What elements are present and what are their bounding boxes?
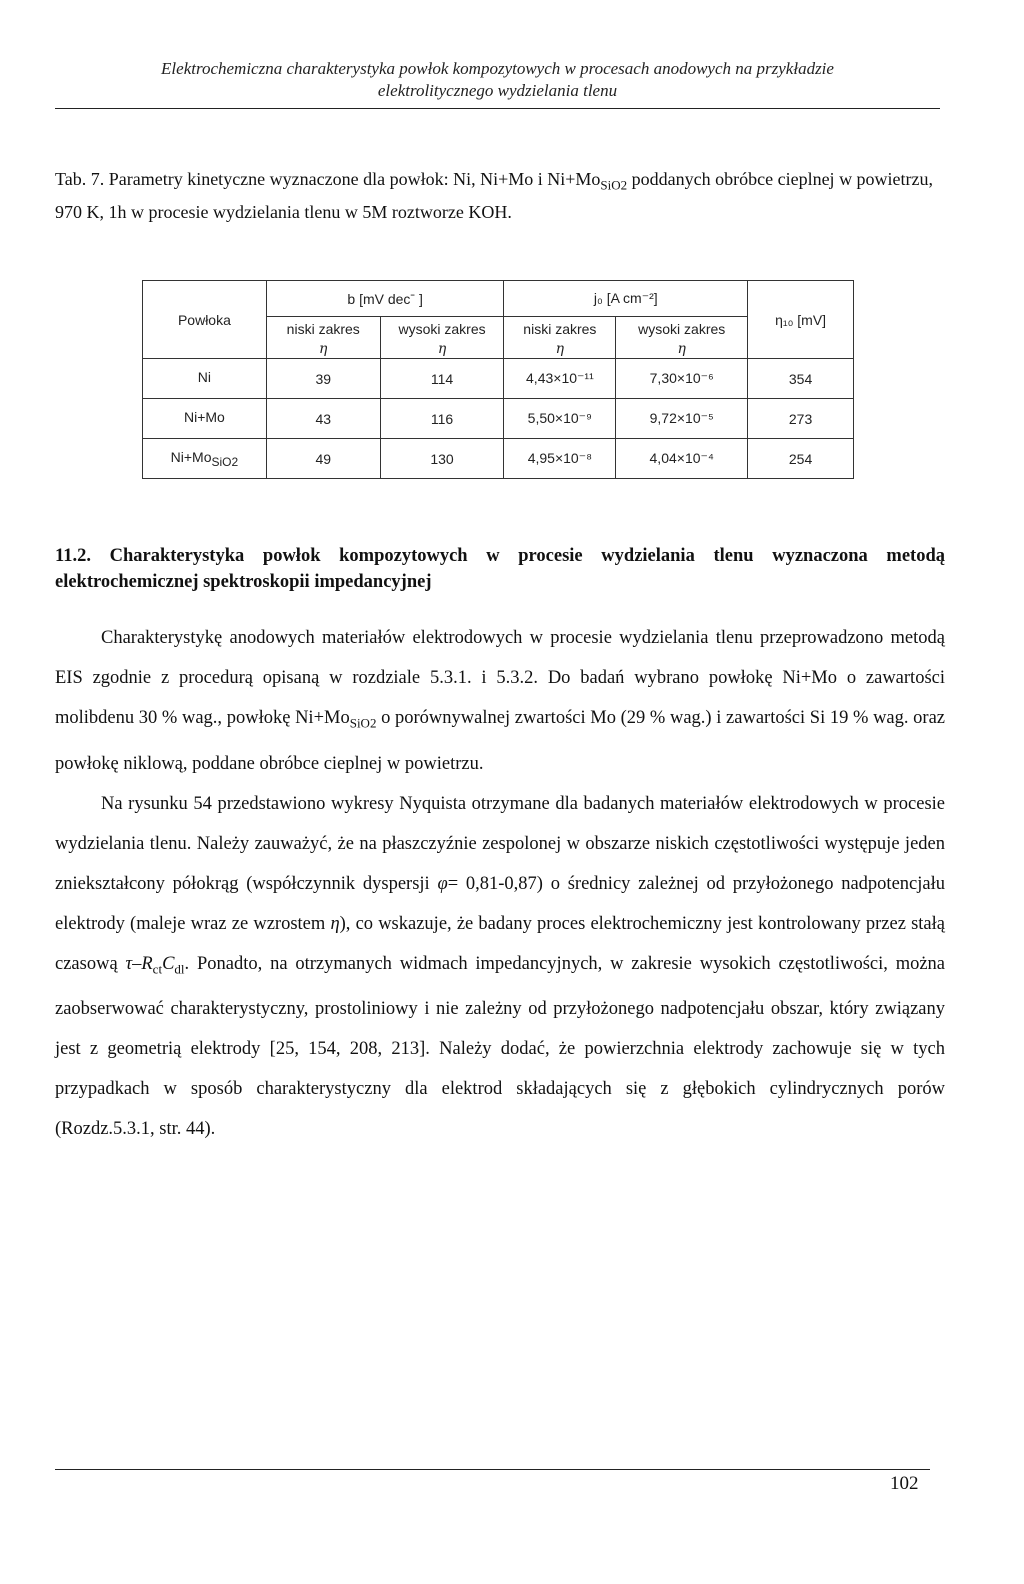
table-caption bbox=[55, 166, 945, 225]
header-j-niski: niski zakres bbox=[504, 317, 616, 341]
cell-j-low: 4,95×10⁻⁸ bbox=[504, 439, 616, 479]
header-b-niski: niski zakres bbox=[266, 317, 380, 341]
table-row bbox=[143, 399, 854, 439]
cell-eta: 254 bbox=[748, 439, 854, 479]
cell-j-high: 7,30×10⁻⁶ bbox=[616, 359, 748, 399]
cell-b-high: 114 bbox=[380, 359, 504, 399]
kinetic-parameters-table bbox=[142, 280, 854, 479]
cell-b-low: 43 bbox=[266, 399, 380, 439]
caption-text-1: Tab. 7. Parametry kinetyczne wyznaczone dla powłok: Ni, Ni+Mo i Ni+Mo bbox=[55, 169, 601, 189]
cell-j-high: 9,72×10⁻⁵ bbox=[616, 399, 748, 439]
cell-b-low: 39 bbox=[266, 359, 380, 399]
footer-divider bbox=[55, 1469, 930, 1470]
table-row bbox=[143, 439, 854, 479]
cell-coating: Ni bbox=[143, 359, 267, 399]
header-eta-2: η bbox=[380, 341, 504, 359]
running-header bbox=[55, 58, 940, 102]
cell-eta: 354 bbox=[748, 359, 854, 399]
caption-text-2: poddanych obróbce cieplnej w powietrzu, 970 K, 1h w procesie wydzielania tlenu w 5M roztworze KOH. bbox=[55, 169, 934, 222]
header-eta-1: η bbox=[266, 341, 380, 359]
cell-j-low: 4,43×10⁻¹¹ bbox=[504, 359, 616, 399]
cell-j-high: 4,04×10⁻⁴ bbox=[616, 439, 748, 479]
page-number: 102 bbox=[890, 1473, 919, 1494]
caption-subscript: SiO2 bbox=[600, 177, 628, 193]
header-eta-4: η bbox=[616, 341, 748, 359]
header-divider bbox=[55, 108, 940, 109]
cell-eta: 273 bbox=[748, 399, 854, 439]
cell-coating: Ni+Mo bbox=[143, 399, 267, 439]
section-heading: 11.2. Charakterystyka powłok kompozytowych w procesie wydzielania tlenu wyznaczona metodą elektrochemicznej spektroskopii impedancyjnej bbox=[55, 546, 945, 592]
cell-b-low: 49 bbox=[266, 439, 380, 479]
cell-b-high: 130 bbox=[380, 439, 504, 479]
header-j0: j₀ [A cm⁻²] bbox=[504, 281, 748, 317]
header-powloka: Powłoka bbox=[143, 281, 267, 359]
cell-j-low: 5,50×10⁻⁹ bbox=[504, 399, 616, 439]
paragraph-1: Charakterystykę anodowych materiałów elektrodowych w procesie wydzielania tlenu przeprowadzono metodą EIS zgodnie z procedurą opisaną w rozdziale 5.3.1. i 5.3.2. Do badań wybrano powłokę Ni+Mo o zawartości molibdenu 30 % wag., powłokę $Ni+Mo_{SiO2}$ o porównywalnej zwartości Mo (29 % wag.) i zawartości Si 19 % wag. oraz powłokę niklową, poddane obróbce cieplnej w powietrzu. bbox=[55, 628, 945, 774]
paragraph-2: Na rysunku 54 przedstawiono wykresy Nyquista otrzymane dla badanych materiałów elektrodowych w procesie wydzielania tlenu. Należy zauważyć, że na płaszczyźnie zespolonej w obszarze niskich częstotliwości występuje jeden zniekształcony półokrąg (współczynnik dyspersji φ= 0,81-0,87) o średnicy zależnej od przyłożonego nadpotencjału elektrody (maleje wraz ze wzrostem η), co wskazuje, że badany proces elektrochemiczny jest kontrolowany przez stałą czasową $\tau-R_{ct}C_{dl}$. Ponadto, na otrzymanych widmach impedancyjnych, w zakresie wysokich częstotliwości, można zaobserwować charakterystyczny, prostoliniowy i nie zależny od przyłożonego nadpotencjału obszar, który związany jest z geometrią elektrody [25, 154, 208, 213]. Należy dodać, że powierzchnia elektrody zachowuje się w tych przypadkach w sposób charakterystyczny dla elektrod składających się z głębokich cylindrycznych porów (Rozdz.5.3.1, str. 44). bbox=[55, 793, 946, 1140]
header-b-wysoki: wysoki zakres bbox=[380, 317, 504, 341]
running-header-line2: elektrolitycznego wydzielania tlenu bbox=[377, 81, 618, 100]
cell-b-high: 116 bbox=[380, 399, 504, 439]
cell-coating: Ni+MoSiO2 bbox=[143, 439, 267, 479]
body-text bbox=[55, 618, 945, 1149]
header-j-wysoki: wysoki zakres bbox=[616, 317, 748, 341]
header-eta-3: η bbox=[504, 341, 616, 359]
header-eta10: η₁₀ [mV] bbox=[748, 281, 854, 359]
header-b: b [mV decˉ ] bbox=[266, 281, 504, 317]
table-row bbox=[143, 359, 854, 399]
running-header-line1: Elektrochemiczna charakterystyka powłok kompozytowych w procesach anodowych na przykładzie bbox=[161, 59, 834, 78]
